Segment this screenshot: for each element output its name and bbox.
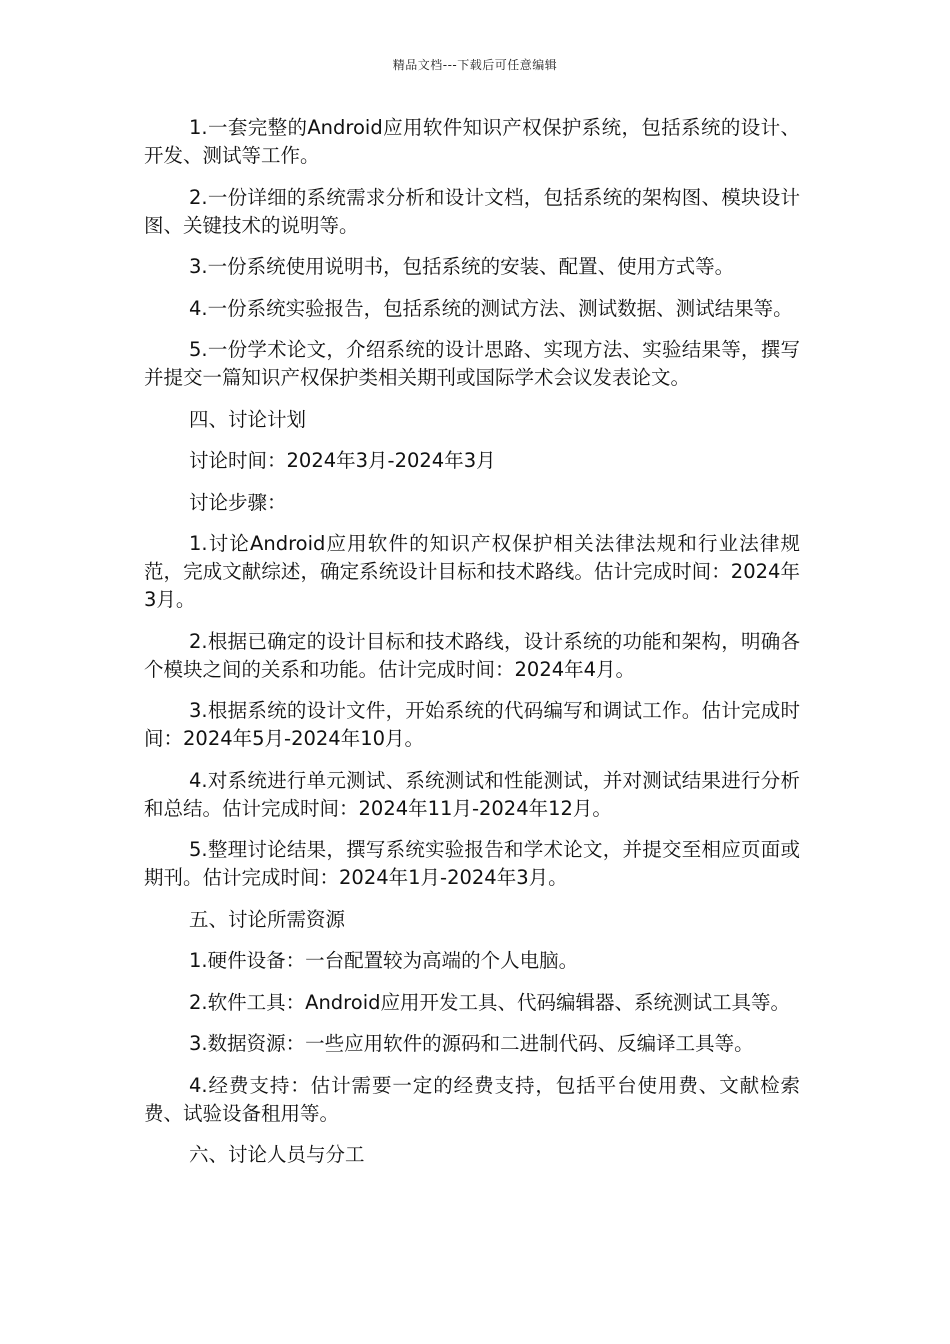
section-heading-resources: 五、讨论所需资源 <box>189 907 346 931</box>
section-heading-personnel: 六、讨论人员与分工 <box>189 1143 365 1166</box>
paragraph-deliverable-4: 4.一份系统实验报告，包括系统的测试方法、测试数据、测试结果等。 <box>189 296 793 320</box>
resource-data: 3.数据资源：一些应用软件的源码和二进制代码、反编译工具等。 <box>189 1032 754 1055</box>
plan-step-1: 1.讨论Android应用软件的知识产权保护相关法律法规和行业法律规范，完成文献综述，确定系统设计目标和技术路线。估计完成时间：2024年3月。 <box>144 532 800 611</box>
page-header: 精品文档---下载后可任意编辑 <box>392 58 558 72</box>
paragraph-deliverable-5: 5.一份学术论文，介绍系统的设计思路、实现方法、实验结果等，撰写并提交一篇知识产权保护类相关期刊或国际学术会议发表论文。 <box>144 338 800 389</box>
plan-step-5: 5.整理讨论结果，撰写系统实验报告和学术论文，并提交至相应页面或期刊。估计完成时间：2024年1月-2024年3月。 <box>144 838 800 889</box>
document-body <box>144 114 800 1183</box>
plan-step-2: 2.根据已确定的设计目标和技术路线，设计系统的功能和架构，明确各个模块之间的关系和功能。估计完成时间：2024年4月。 <box>144 629 800 681</box>
paragraph-deliverable-3: 3.一份系统使用说明书，包括系统的安装、配置、使用方式等。 <box>189 255 735 278</box>
plan-time: 讨论时间：2024年3月-2024年3月 <box>189 449 496 472</box>
resource-software: 2.软件工具：Android应用开发工具、代码编辑器、系统测试工具等。 <box>189 990 790 1014</box>
plan-steps-label: 讨论步骤： <box>189 490 287 514</box>
plan-step-4: 4.对系统进行单元测试、系统测试和性能测试，并对测试结果进行分析和总结。估计完成时间：2024年11月-2024年12月。 <box>144 768 800 820</box>
resource-funding: 4.经费支持：估计需要一定的经费支持，包括平台使用费、文献检索费、试验设备租用等。 <box>144 1073 800 1125</box>
plan-step-3: 3.根据系统的设计文件，开始系统的代码编写和调试工作。估计完成时间：2024年5月-2024年10月。 <box>144 699 800 750</box>
paragraph-deliverable-1: 1.一套完整的Android应用软件知识产权保护系统，包括系统的设计、开发、测试等工作。 <box>144 116 800 167</box>
resource-hardware: 1.硬件设备：一台配置较为高端的个人电脑。 <box>189 949 579 972</box>
section-heading-plan: 四、讨论计划 <box>189 407 307 431</box>
paragraph-deliverable-2: 2.一份详细的系统需求分析和设计文档，包括系统的架构图、模块设计图、关键技术的说明等。 <box>144 185 800 237</box>
